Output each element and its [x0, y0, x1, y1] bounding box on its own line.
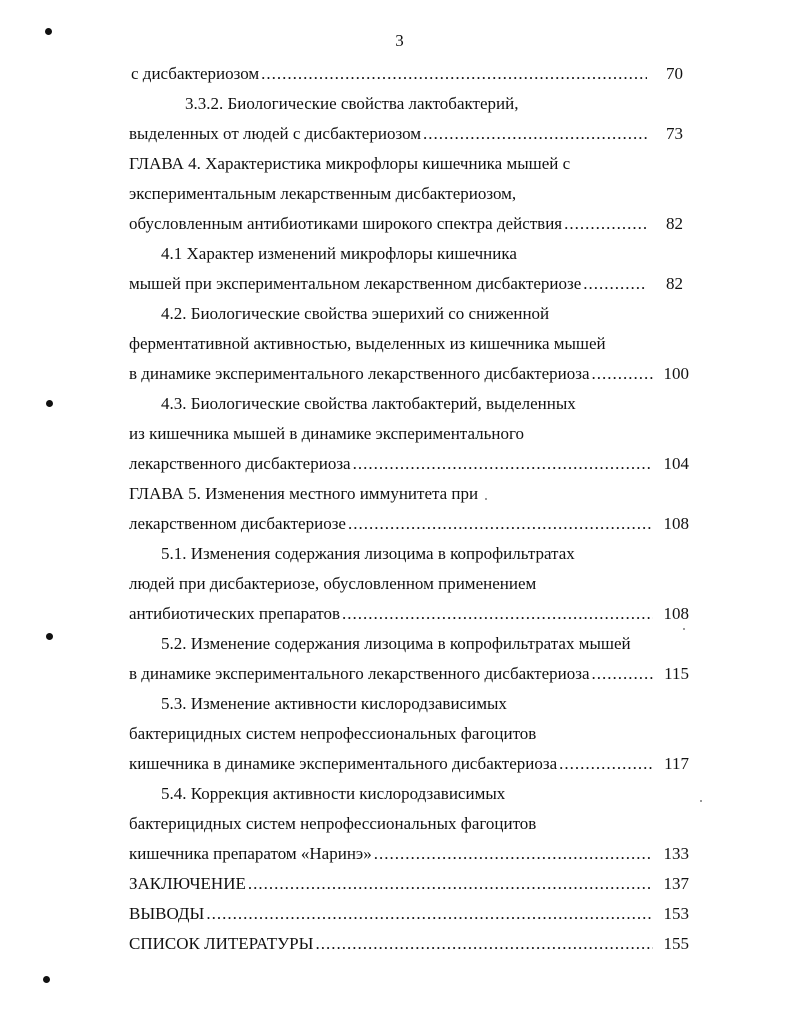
toc-entry-page: 115	[664, 664, 689, 683]
toc-entry-text: в динамике экспериментального лекарственного дисбактериоза	[129, 664, 590, 683]
toc-entry	[129, 660, 689, 688]
toc-entry-text: кишечника в динамике экспериментального дисбактериоза	[129, 754, 558, 773]
toc-entry	[129, 600, 689, 628]
toc-entry	[129, 360, 689, 388]
page-number: 3	[395, 31, 404, 50]
scan-speck	[683, 628, 685, 630]
toc-entry-page: 73	[666, 124, 683, 143]
dot-leader	[261, 60, 647, 88]
toc-entry	[161, 690, 507, 718]
toc-entry	[129, 750, 689, 778]
toc-entry-text: лекарственного дисбактериоза	[129, 454, 351, 473]
toc-entry	[129, 180, 516, 208]
toc-entry	[129, 330, 606, 358]
toc-entry-page: 137	[663, 874, 689, 893]
dot-leader	[248, 870, 653, 898]
toc-entry-text: ГЛАВА 5. Изменения местного иммунитета при	[129, 484, 479, 503]
toc-entry-page: 82	[666, 214, 683, 233]
dot-leader	[342, 600, 653, 628]
toc-entry	[129, 480, 478, 508]
toc-entry	[161, 780, 505, 808]
toc-entry	[131, 60, 683, 88]
toc-entry-text: в динамике экспериментального лекарственного дисбактериоза	[129, 364, 590, 383]
scan-speck	[485, 498, 487, 500]
toc-entry	[129, 870, 689, 898]
toc-entry-text: ферментативной активностью, выделенных из кишечника мышей	[129, 334, 606, 353]
toc-entry-text: кишечника препаратом «Наринэ»	[129, 844, 372, 863]
toc-entry-text: ВЫВОДЫ	[129, 904, 205, 923]
toc-entry-text: бактерицидных систем непрофессиональных фагоцитов	[129, 724, 537, 743]
toc-entry-page: 108	[663, 514, 689, 533]
dot-leader	[353, 450, 653, 478]
toc-entry-text: 5.4. Коррекция активности кислородзависимых	[161, 784, 506, 803]
dot-leader	[559, 750, 653, 778]
toc-entry-text: обусловленным антибиотиками широкого спектра действия	[129, 214, 563, 233]
toc-entry	[129, 120, 683, 148]
toc-entry-page: 155	[663, 934, 689, 953]
toc-entry	[129, 420, 524, 448]
toc-entry-page: 100	[663, 364, 689, 383]
toc-entry-text: 4.2. Биологические свойства эшерихий со сниженной	[161, 304, 550, 323]
dot-leader	[348, 510, 653, 538]
toc-entry	[129, 270, 683, 298]
toc-entry	[129, 150, 570, 178]
binding-hole-mark	[45, 28, 52, 35]
toc-entry-text: людей при дисбактериозе, обусловленном применением	[129, 574, 537, 593]
toc-entry	[129, 570, 536, 598]
toc-entry-text: лекарственном дисбактериозе	[129, 514, 346, 533]
toc-entry-text: 5.1. Изменения содержания лизоцима в копрофильтратах	[161, 544, 575, 563]
toc-entry-page: 82	[666, 274, 683, 293]
toc-entry	[161, 300, 549, 328]
toc-entry	[129, 510, 689, 538]
toc-entry-page: 108	[663, 604, 689, 623]
toc-entry	[161, 390, 576, 418]
toc-entry-text: СПИСОК ЛИТЕРАТУРЫ	[129, 934, 314, 953]
toc-entry	[129, 210, 683, 238]
dot-leader	[564, 210, 647, 238]
toc-entry	[161, 240, 517, 268]
binding-hole-mark	[43, 976, 50, 983]
dot-leader	[583, 270, 647, 298]
toc-entry-text: мышей при экспериментальном лекарственном дисбактериозе	[129, 274, 582, 293]
dot-leader	[206, 900, 653, 928]
toc-entry-text: 4.1 Характер изменений микрофлоры кишечника	[161, 244, 517, 263]
dot-leader	[592, 360, 653, 388]
toc-entry-text: выделенных от людей с дисбактериозом	[129, 124, 422, 143]
toc-entry-text: из кишечника мышей в динамике экспериментального	[129, 424, 525, 443]
toc-entry-text: 5.2. Изменение содержания лизоцима в копрофильтратах мышей	[161, 634, 631, 653]
toc-entry	[129, 930, 689, 958]
toc-entry-page: 104	[663, 454, 689, 473]
binding-hole-mark	[46, 633, 53, 640]
dot-leader	[423, 120, 647, 148]
toc-entry	[129, 810, 536, 838]
toc-entry	[185, 90, 518, 118]
toc-entry-text: ЗАКЛЮЧЕНИЕ	[129, 874, 246, 893]
toc-entry-page: 117	[664, 754, 689, 773]
toc-entry-page: 133	[663, 844, 689, 863]
toc-entry	[161, 630, 631, 658]
dot-leader	[315, 930, 653, 958]
scan-speck	[700, 800, 702, 802]
toc-entry-text: бактерицидных систем непрофессиональных фагоцитов	[129, 814, 537, 833]
toc-entry-text: 4.3. Биологические свойства лактобактерий, выделенных	[161, 394, 576, 413]
toc-entry-text: 5.3. Изменение активности кислородзависимых	[161, 694, 507, 713]
toc-entry-text: антибиотических препаратов	[129, 604, 341, 623]
dot-leader	[592, 660, 653, 688]
toc-entry	[129, 900, 689, 928]
toc-entry-text: ГЛАВА 4. Характеристика микрофлоры кишечника мышей с	[129, 154, 571, 173]
toc-entry	[129, 720, 536, 748]
binding-hole-mark	[46, 400, 53, 407]
toc-entry	[129, 450, 689, 478]
toc-entry-text: 3.3.2. Биологические свойства лактобактерий,	[185, 94, 519, 113]
toc-entry	[129, 840, 689, 868]
toc-entry-text: экспериментальным лекарственным дисбактериозом,	[129, 184, 517, 203]
dot-leader	[374, 840, 653, 868]
toc-entry	[161, 540, 575, 568]
toc-entry-page: 70	[666, 64, 683, 83]
toc-entry-page: 153	[663, 904, 689, 923]
toc-entry-text: с дисбактериозом	[131, 64, 260, 83]
